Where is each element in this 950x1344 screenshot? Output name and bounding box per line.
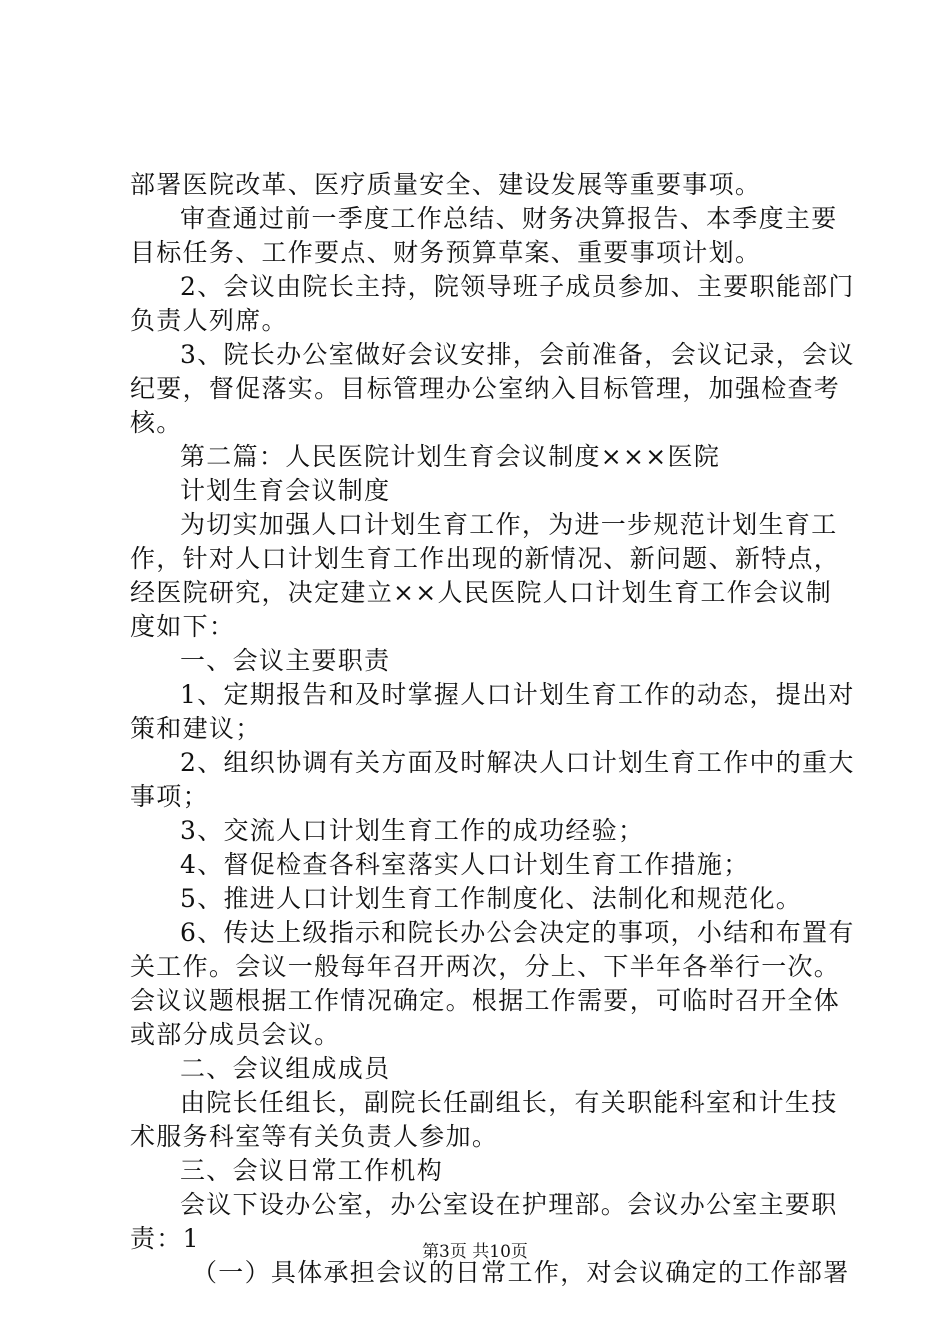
text-line: 会议议题根据工作情况确定。根据工作需要，可临时召开全体: [130, 986, 841, 1015]
text-line: 经医院研究，决定建立××人民医院人口计划生育工作会议制: [130, 578, 832, 607]
section-heading: 一、会议主要职责: [180, 646, 391, 675]
text-line: 目标任务、工作要点、财务预算草案、重要事项计划。: [130, 238, 762, 267]
page-footer: 第3页 共10页: [422, 1242, 528, 1262]
text-line: 2、会议由院长主持，院领导班子成员参加、主要职能部门: [180, 272, 855, 301]
text-line: 负责人列席。: [130, 306, 288, 335]
text-line: 1、定期报告和及时掌握人口计划生育工作的动态，提出对: [180, 680, 855, 709]
section-heading: 计划生育会议制度: [180, 476, 391, 505]
section-heading: 第二篇：人民医院计划生育会议制度×××医院: [180, 442, 721, 471]
document-body: [130, 168, 855, 1290]
section-heading: 二、会议组成成员: [180, 1054, 391, 1083]
text-line: 审查通过前一季度工作总结、财务决算报告、本季度主要: [180, 204, 838, 233]
text-line: 3、院长办公室做好会议安排，会前准备，会议记录，会议: [180, 340, 855, 369]
text-line: 为切实加强人口计划生育工作，为进一步规范计划生育工: [180, 510, 838, 539]
text-line: 3、交流人口计划生育工作的成功经验；: [180, 816, 645, 845]
text-line: （一）具体承担会议的日常工作，对会议确定的工作部署: [192, 1258, 850, 1287]
text-line: 度如下：: [130, 612, 236, 641]
text-line: 2、组织协调有关方面及时解决人口计划生育工作中的重大: [180, 748, 855, 777]
text-line: 5、推进人口计划生育工作制度化、法制化和规范化。: [180, 884, 803, 913]
text-line: 会议下设办公室，办公室设在护理部。会议办公室主要职: [180, 1190, 838, 1219]
text-line: 或部分成员会议。: [130, 1020, 341, 1049]
text-line: 纪要，督促落实。目标管理办公室纳入目标管理，加强检查考: [130, 374, 841, 403]
text-line: 责：1: [130, 1224, 200, 1253]
text-line: 由院长任组长，副院长任副组长，有关职能科室和计生技: [180, 1088, 838, 1117]
text-line: 核。: [130, 408, 183, 437]
section-heading: 三、会议日常工作机构: [180, 1156, 444, 1185]
text-line: 术服务科室等有关负责人参加。: [130, 1122, 499, 1151]
text-line: 策和建议；: [130, 714, 262, 743]
text-line: 作，针对人口计划生育工作出现的新情况、新问题、新特点，: [130, 544, 841, 573]
text-line: 6、传达上级指示和院长办公会决定的事项，小结和布置有: [180, 918, 855, 947]
text-line: 关工作。会议一般每年召开两次，分上、下半年各举行一次。: [130, 952, 841, 981]
text-line: 4、督促检查各科室落实人口计划生育工作措施；: [180, 850, 750, 879]
text-line: 部署医院改革、医疗质量安全、建设发展等重要事项。: [130, 170, 762, 199]
text-line: 事项；: [130, 782, 209, 811]
